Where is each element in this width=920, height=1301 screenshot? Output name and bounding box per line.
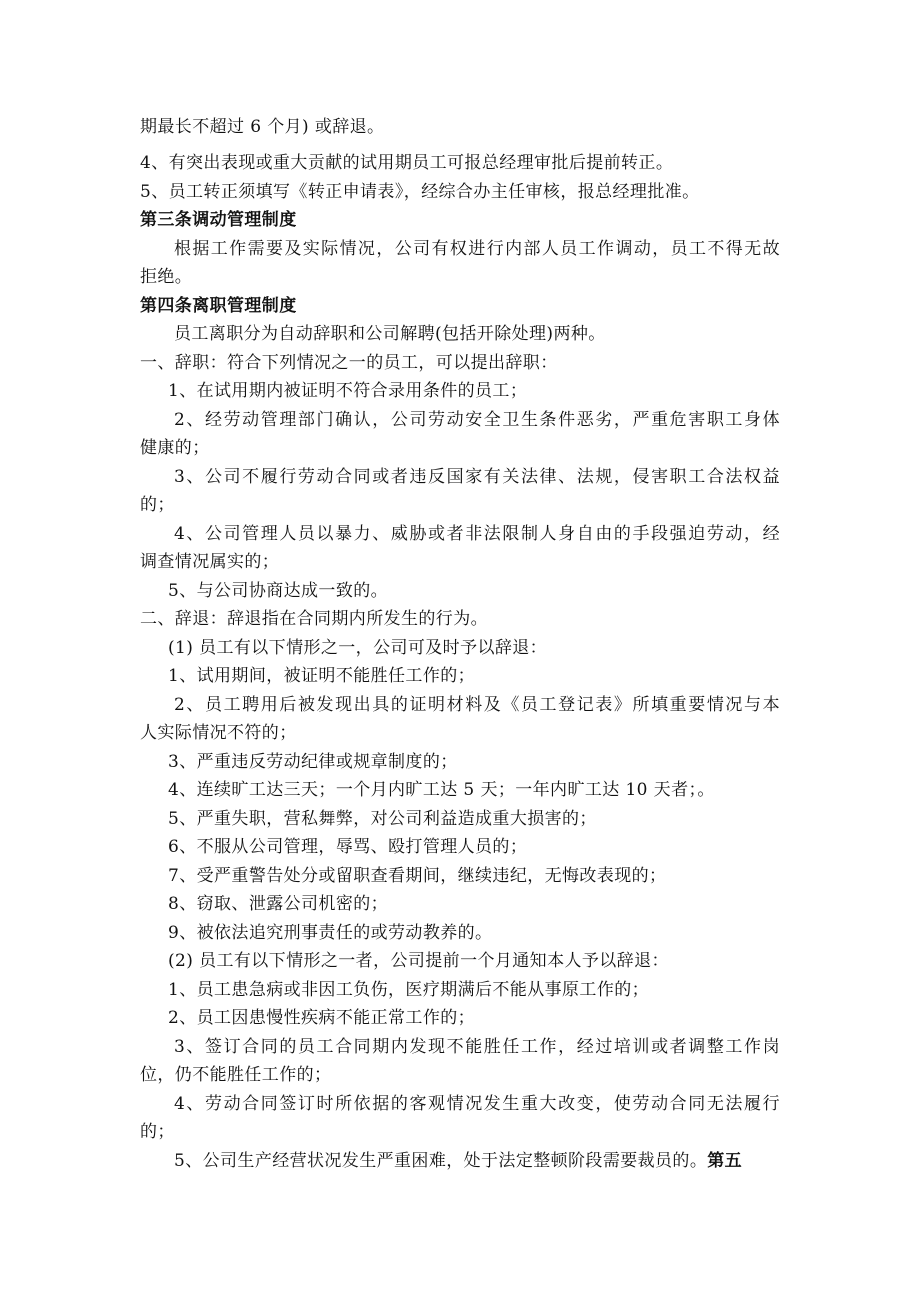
text-line: 1、在试用期内被证明不符合录用条件的员工； [168,381,528,401]
next-section-heading-fragment: 第五 [707,1151,743,1171]
text-line: 4、劳动合同签订时所依据的客观情况发生重大改变，使劳动合同无法履行 [174,1094,780,1114]
text-line: 位，仍不能胜任工作的； [140,1065,332,1085]
text-line-body: 5、公司生产经营状况发生严重困难，处于法定整顿阶段需要裁员的。 [174,1151,708,1171]
text-line: 2、员工因患慢性疾病不能正常工作的； [168,1008,476,1028]
text-line: 3、公司不履行劳动合同或者违反国家有关法律、法规，侵害职工合法权益 [174,467,780,487]
section-heading: 第四条离职管理制度 [140,296,297,316]
text-line: 6、不服从公司管理，辱骂、殴打管理人员的； [168,837,528,857]
text-line: (1) 员工有以下情形之一，公司可及时予以辞退： [168,638,548,658]
text-line [0,1148,920,1174]
text-line: 根据工作需要及实际情况，公司有权进行内部人员工作调动，员工不得无故 [174,239,780,259]
text-line: 调查情况属实的； [140,552,280,572]
text-line: 的； [140,1122,175,1142]
text-line: 拒绝。 [140,267,193,287]
text-line: 4、连续旷工达三天；一个月内旷工达 5 天；一年内旷工达 10 天者；。 [168,780,715,800]
text-line: 4、公司管理人员以暴力、威胁或者非法限制人身自由的手段强迫劳动，经 [174,524,780,544]
text-line: 5、与公司协商达成一致的。 [168,581,389,601]
text-line: 期最长不超过 6 个月) 或辞退。 [140,117,385,137]
text-line: 健康的； [140,438,210,458]
text-line: 3、签订合同的员工合同期内发现不能胜任工作，经过培训或者调整工作岗 [174,1037,780,1057]
text-line: 1、员工患急病或非因工负伤，医疗期满后不能从事原工作的； [168,980,650,1000]
text-line: 一、辞职：符合下列情况之一的员工，可以提出辞职： [140,353,558,373]
text-line: 的； [140,495,175,515]
text-line: 3、严重违反劳动纪律或规章制度的； [168,752,458,772]
text-line: 人实际情况不符的； [140,723,297,743]
text-line: 员工离职分为自动辞职和公司解聘(包括开除处理)两种。 [174,324,606,344]
text-line: 2、员工聘用后被发现出具的证明材料及《员工登记表》所填重要情况与本 [174,695,780,715]
text-line: 7、受严重警告处分或留职查看期间，继续违纪，无悔改表现的； [168,866,667,886]
text-line: 2、经劳动管理部门确认，公司劳动安全卫生条件恶劣，严重危害职工身体 [174,410,780,430]
text-line: (2) 员工有以下情形之一者，公司提前一个月通知本人予以辞退： [168,951,669,971]
text-line: 4、有突出表现或重大贡献的试用期员工可报总经理审批后提前转正。 [140,153,674,173]
text-line: 5、严重失职，营私舞弊，对公司利益造成重大损害的； [168,809,597,829]
text-line: 二、辞退：辞退指在合同期内所发生的行为。 [140,609,488,629]
text-line: 9、被依法追究刑事责任的或劳动教养的。 [168,923,493,943]
section-heading: 第三条调动管理制度 [140,210,297,230]
text-line: 1、试用期间，被证明不能胜任工作的； [168,666,476,686]
text-line: 8、窃取、泄露公司机密的； [168,894,389,914]
text-line: 5、员工转正须填写《转正申请表》，经综合办主任审核，报总经理批准。 [140,182,700,202]
